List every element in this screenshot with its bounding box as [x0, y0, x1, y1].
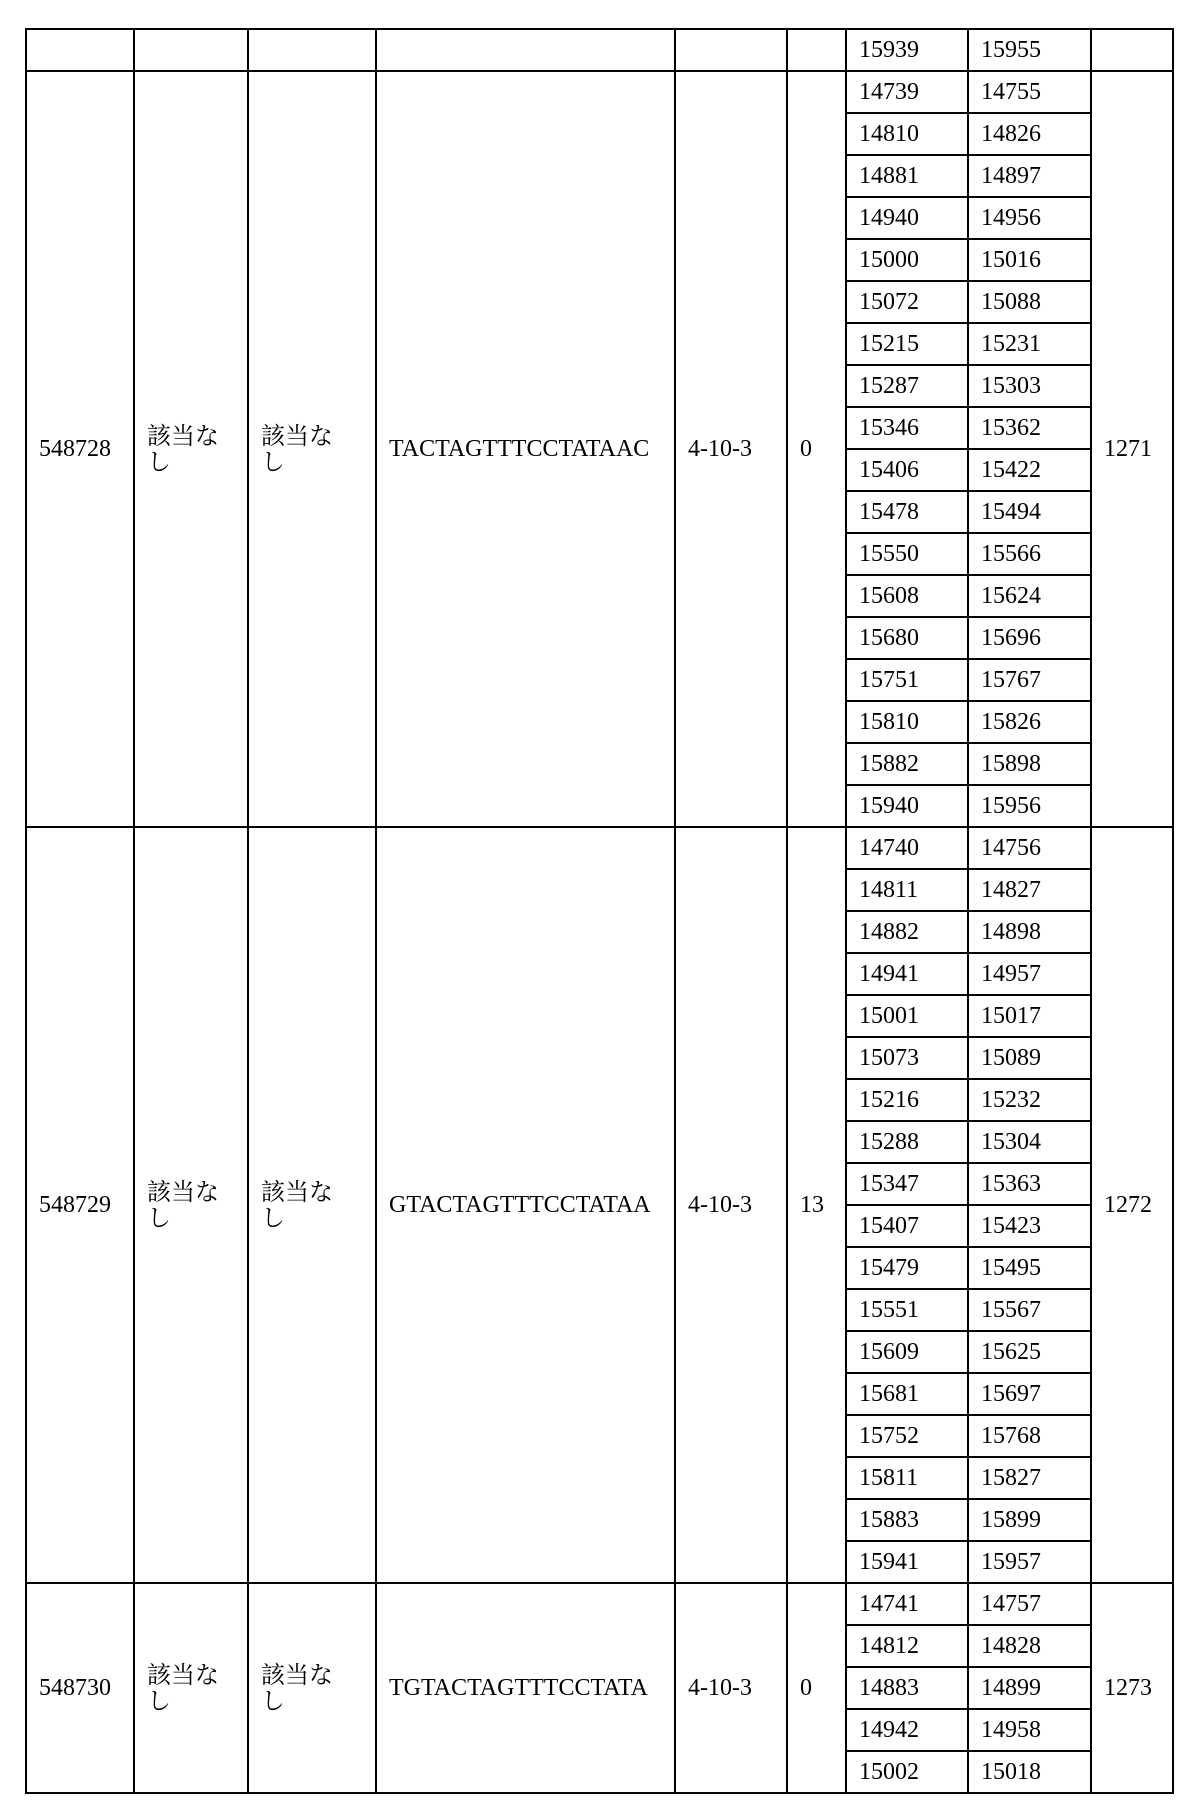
- start-site-cell: 14741: [846, 1583, 968, 1625]
- stop-site-cell: 15363: [968, 1163, 1091, 1205]
- isis-number-cell: 548728: [26, 71, 134, 827]
- start-site-cell: 15680: [846, 617, 968, 659]
- start-site-cell: 14881: [846, 155, 968, 197]
- stop-site-cell: 15495: [968, 1247, 1091, 1289]
- start-site-cell: 14942: [846, 1709, 968, 1751]
- stop-site-cell: 15955: [968, 29, 1091, 71]
- stop-site-cell: 15899: [968, 1499, 1091, 1541]
- stop-site-cell: 15494: [968, 491, 1091, 533]
- isis-number-cell: 548730: [26, 1583, 134, 1793]
- start-site-cell: 15346: [846, 407, 968, 449]
- stop-site-cell: 15304: [968, 1121, 1091, 1163]
- region-cell-2: [248, 1583, 376, 1793]
- cell-text-line: し: [261, 1687, 285, 1715]
- start-site-cell: 15072: [846, 281, 968, 323]
- value-cell: 0: [787, 71, 846, 827]
- start-site-cell: 14812: [846, 1625, 968, 1667]
- stop-site-cell: 15624: [968, 575, 1091, 617]
- table-row: [26, 71, 1173, 113]
- start-site-cell: 14811: [846, 869, 968, 911]
- stop-site-cell: 15625: [968, 1331, 1091, 1373]
- stop-site-cell: 15088: [968, 281, 1091, 323]
- region-cell-1: [134, 1583, 248, 1793]
- stop-site-cell: 15566: [968, 533, 1091, 575]
- start-site-cell: 15001: [846, 995, 968, 1037]
- seq-id-cell: 1273: [1091, 1583, 1173, 1793]
- stop-site-cell: 14828: [968, 1625, 1091, 1667]
- motif-cell: 4-10-3: [675, 71, 787, 827]
- start-site-cell: 15407: [846, 1205, 968, 1247]
- sequence-cell: GTACTAGTTTCCTATAA: [376, 827, 675, 1583]
- start-site-cell: 15810: [846, 701, 968, 743]
- stop-site-cell: 15089: [968, 1037, 1091, 1079]
- start-site-cell: 15550: [846, 533, 968, 575]
- stop-site-cell: 15018: [968, 1751, 1091, 1793]
- seq-id-cell: 1271: [1091, 71, 1173, 827]
- start-site-cell: 15002: [846, 1751, 968, 1793]
- stop-site-cell: 14957: [968, 953, 1091, 995]
- cell-text-line: し: [261, 448, 285, 476]
- sequence-cell: TACTAGTTTCCTATAAC: [376, 71, 675, 827]
- empty-cell: [26, 29, 134, 71]
- start-site-cell: 15939: [846, 29, 968, 71]
- region-cell-1: [134, 71, 248, 827]
- cell-text-line: 該当な: [147, 1660, 219, 1689]
- start-site-cell: 15752: [846, 1415, 968, 1457]
- start-site-cell: 15882: [846, 743, 968, 785]
- stop-site-cell: 15016: [968, 239, 1091, 281]
- cell-text-line: し: [147, 1687, 171, 1715]
- cell-text-line: し: [261, 1204, 285, 1232]
- table-row: [26, 1583, 1173, 1625]
- stop-site-cell: 14958: [968, 1709, 1091, 1751]
- start-site-cell: 15609: [846, 1331, 968, 1373]
- cell-text-line: 該当な: [261, 1660, 333, 1689]
- stop-site-cell: 15422: [968, 449, 1091, 491]
- start-site-cell: 14882: [846, 911, 968, 953]
- oligo-site-table: [25, 28, 1174, 1794]
- empty-cell: [376, 29, 675, 71]
- stop-site-cell: 15231: [968, 323, 1091, 365]
- cell-text-line: し: [147, 1204, 171, 1232]
- start-site-cell: 15883: [846, 1499, 968, 1541]
- start-site-cell: 15551: [846, 1289, 968, 1331]
- value-cell: 13: [787, 827, 846, 1583]
- start-site-cell: 14739: [846, 71, 968, 113]
- start-site-cell: 14883: [846, 1667, 968, 1709]
- stop-site-cell: 15768: [968, 1415, 1091, 1457]
- start-site-cell: 15478: [846, 491, 968, 533]
- stop-site-cell: 14826: [968, 113, 1091, 155]
- cell-text-line: 該当な: [261, 421, 333, 450]
- stop-site-cell: 15303: [968, 365, 1091, 407]
- motif-cell: 4-10-3: [675, 1583, 787, 1793]
- cell-text-line: 該当な: [147, 421, 219, 450]
- start-site-cell: 15073: [846, 1037, 968, 1079]
- stop-site-cell: 15696: [968, 617, 1091, 659]
- region-cell-2: [248, 827, 376, 1583]
- motif-cell: 4-10-3: [675, 827, 787, 1583]
- start-site-cell: 14810: [846, 113, 968, 155]
- empty-cell: [1091, 29, 1173, 71]
- continuation-row: [26, 29, 1173, 71]
- stop-site-cell: 14757: [968, 1583, 1091, 1625]
- cell-text-line: 該当な: [147, 1177, 219, 1206]
- empty-cell: [675, 29, 787, 71]
- start-site-cell: 15406: [846, 449, 968, 491]
- stop-site-cell: 15362: [968, 407, 1091, 449]
- start-site-cell: 15811: [846, 1457, 968, 1499]
- start-site-cell: 15608: [846, 575, 968, 617]
- empty-cell: [248, 29, 376, 71]
- stop-site-cell: 15957: [968, 1541, 1091, 1583]
- start-site-cell: 15941: [846, 1541, 968, 1583]
- region-cell-2: [248, 71, 376, 827]
- stop-site-cell: 15956: [968, 785, 1091, 827]
- cell-text-line: し: [147, 448, 171, 476]
- cell-text-line: 該当な: [261, 1177, 333, 1206]
- stop-site-cell: 15898: [968, 743, 1091, 785]
- stop-site-cell: 15567: [968, 1289, 1091, 1331]
- seq-id-cell: 1272: [1091, 827, 1173, 1583]
- stop-site-cell: 14756: [968, 827, 1091, 869]
- start-site-cell: 15288: [846, 1121, 968, 1163]
- start-site-cell: 15000: [846, 239, 968, 281]
- start-site-cell: 14940: [846, 197, 968, 239]
- stop-site-cell: 14897: [968, 155, 1091, 197]
- start-site-cell: 15287: [846, 365, 968, 407]
- stop-site-cell: 14956: [968, 197, 1091, 239]
- start-site-cell: 15347: [846, 1163, 968, 1205]
- start-site-cell: 14740: [846, 827, 968, 869]
- start-site-cell: 15479: [846, 1247, 968, 1289]
- stop-site-cell: 15017: [968, 995, 1091, 1037]
- stop-site-cell: 14899: [968, 1667, 1091, 1709]
- start-site-cell: 15751: [846, 659, 968, 701]
- value-cell: 0: [787, 1583, 846, 1793]
- region-cell-1: [134, 827, 248, 1583]
- isis-number-cell: 548729: [26, 827, 134, 1583]
- start-site-cell: 15681: [846, 1373, 968, 1415]
- stop-site-cell: 15423: [968, 1205, 1091, 1247]
- start-site-cell: 15216: [846, 1079, 968, 1121]
- stop-site-cell: 15697: [968, 1373, 1091, 1415]
- stop-site-cell: 14898: [968, 911, 1091, 953]
- empty-cell: [787, 29, 846, 71]
- start-site-cell: 14941: [846, 953, 968, 995]
- stop-site-cell: 15827: [968, 1457, 1091, 1499]
- stop-site-cell: 15232: [968, 1079, 1091, 1121]
- start-site-cell: 15215: [846, 323, 968, 365]
- table-row: [26, 827, 1173, 869]
- start-site-cell: 15940: [846, 785, 968, 827]
- empty-cell: [134, 29, 248, 71]
- stop-site-cell: 15826: [968, 701, 1091, 743]
- stop-site-cell: 14827: [968, 869, 1091, 911]
- table-body: [26, 29, 1173, 1793]
- stop-site-cell: 14755: [968, 71, 1091, 113]
- sequence-cell: TGTACTAGTTTCCTATA: [376, 1583, 675, 1793]
- stop-site-cell: 15767: [968, 659, 1091, 701]
